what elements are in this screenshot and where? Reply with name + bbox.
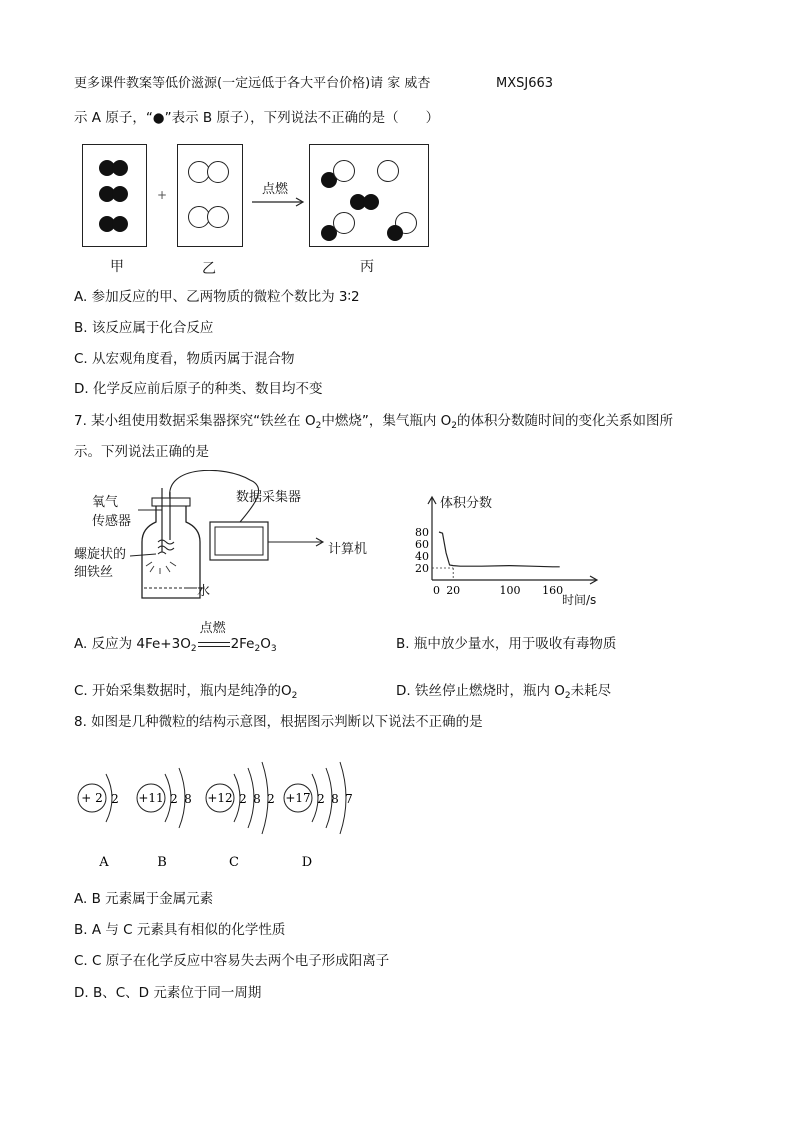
y-tick-60: 60	[415, 538, 429, 551]
atom-letter: A	[99, 855, 109, 870]
label-collector: 数据采集器	[236, 490, 302, 505]
q7-o2-chart	[400, 480, 610, 610]
q7-stem-line2: 示。下列说法正确的是	[74, 444, 209, 460]
arrow-label-dianran: 点燃	[262, 182, 289, 197]
atom-letter: B	[157, 855, 167, 870]
q7-sub: 2	[451, 421, 457, 431]
shell-electrons: 2	[267, 792, 275, 806]
nucleus-charge: +17	[285, 791, 311, 805]
q7-option-a-o: O	[260, 636, 271, 652]
header-text: 更多课件教案等低价滋源(一定远低于各大平台价格)请 家 威杏	[74, 76, 431, 91]
q8-option-b: B. A 与 C 元素具有相似的化学性质	[74, 922, 286, 938]
q8-option-c: C. C 原子在化学反应中容易失去两个电子形成阳离子	[74, 953, 390, 969]
label-sensor-2: 传感器	[92, 514, 132, 529]
q7-option-c	[74, 682, 297, 705]
label-yi: 乙	[202, 261, 216, 277]
q8-stem: 8. 如图是几种微粒的结构示意图，根据图示判断以下说法不正确的是	[74, 714, 483, 730]
q7-option-a	[74, 621, 277, 665]
label-wire-2: 细铁丝	[74, 565, 114, 580]
q7-option-c-text: C. 开始采集数据时，瓶内是纯净的O	[74, 683, 292, 699]
nucleus-charge: +12	[207, 791, 233, 805]
q6-option-c: C. 从宏观角度看，物质丙属于混合物	[74, 351, 295, 367]
label-computer: 计算机	[328, 542, 368, 557]
x-tick-0: 0	[433, 584, 440, 597]
shell-electrons: 8	[331, 792, 339, 806]
chart-xlabel: 时间/s	[562, 593, 597, 607]
q7-stem-part2: 中燃烧”，集气瓶内 O	[321, 413, 452, 429]
y-tick-20: 20	[415, 562, 429, 575]
q7-option-c-sub: 2	[291, 691, 298, 701]
q7-option-d-tail: 未耗尽	[570, 683, 612, 699]
x-tick-20: 20	[446, 584, 461, 597]
x-tick-100: 100	[499, 584, 521, 597]
q7-option-d-text: D. 铁丝停止燃烧时，瓶内 O	[396, 683, 565, 699]
chart-ylabel: 体积分数	[440, 496, 493, 511]
q6-option-b: B. 该反应属于化合反应	[74, 320, 214, 336]
shell-electrons: 2	[170, 792, 178, 806]
box-jia	[82, 144, 147, 247]
q7-option-a-sub3: 3	[270, 644, 277, 654]
condition-label: 点燃	[199, 621, 226, 636]
label-jia: 甲	[110, 259, 124, 275]
shell-electrons: 8	[253, 792, 261, 806]
q8-option-a: A. B 元素属于金属元素	[74, 891, 214, 907]
q7-option-d-sub: 2	[564, 691, 571, 701]
header-ad-text	[74, 75, 430, 93]
label-bing: 丙	[360, 259, 374, 275]
atom-letter: C	[229, 855, 239, 870]
y-tick-80: 80	[415, 526, 429, 539]
shell-electrons: 7	[345, 792, 353, 806]
label-wire-1: 螺旋状的	[74, 547, 127, 562]
x-tick-160: 160	[542, 584, 564, 597]
label-sensor-1: 氧气	[92, 495, 119, 510]
box-bing	[309, 144, 429, 247]
label-water: 水	[197, 584, 211, 599]
nucleus-charge: +11	[138, 791, 164, 805]
box-yi	[177, 144, 243, 247]
reaction-condition	[197, 621, 231, 653]
shell-electrons: 2	[111, 792, 119, 806]
q7-option-a-product: 2Fe	[230, 636, 255, 652]
q6-stem: 示 A 原子，“●”表示 B 原子），下列说法不正确的是（ ）	[74, 110, 440, 126]
shell-electrons: 8	[184, 792, 192, 806]
y-tick-40: 40	[415, 550, 429, 563]
series-line	[439, 532, 560, 567]
shell-electrons: 2	[239, 792, 247, 806]
plus-sign: +	[157, 188, 168, 202]
nucleus-charge: + 2	[81, 791, 103, 805]
q7-option-b: B. 瓶中放少量水，用于吸收有毒物质	[396, 636, 617, 652]
q7-stem-part1: 7. 某小组使用数据采集器探究“铁丝在 O	[74, 413, 316, 429]
chart-svg	[400, 480, 610, 610]
q7-stem-part3: 的体积分数随时间的变化关系如图所	[456, 413, 673, 429]
q7-option-a-sub2: 2	[254, 644, 261, 654]
double-line	[198, 642, 230, 647]
reaction-arrow	[250, 196, 308, 208]
header-code: MXSJ663	[496, 76, 554, 91]
atom-letter: D	[301, 855, 313, 870]
q7-option-a-prefix: A. 反应为 4Fe+3O	[74, 636, 191, 652]
q7-option-a-sub: 2	[190, 644, 197, 654]
q7-stem	[74, 412, 673, 435]
q6-option-d: D. 化学反应前后原子的种类、数目均不变	[74, 381, 323, 397]
q8-option-d: D. B、C、D 元素位于同一周期	[74, 985, 262, 1001]
q7-option-d	[396, 682, 611, 705]
q7-sub: 2	[315, 421, 322, 431]
q6-option-a: A. 参加反应的甲、乙两物质的微粒个数比为 3∶2	[74, 289, 360, 305]
q8-atom-diagrams	[60, 750, 360, 870]
shell-electrons: 2	[317, 792, 325, 806]
